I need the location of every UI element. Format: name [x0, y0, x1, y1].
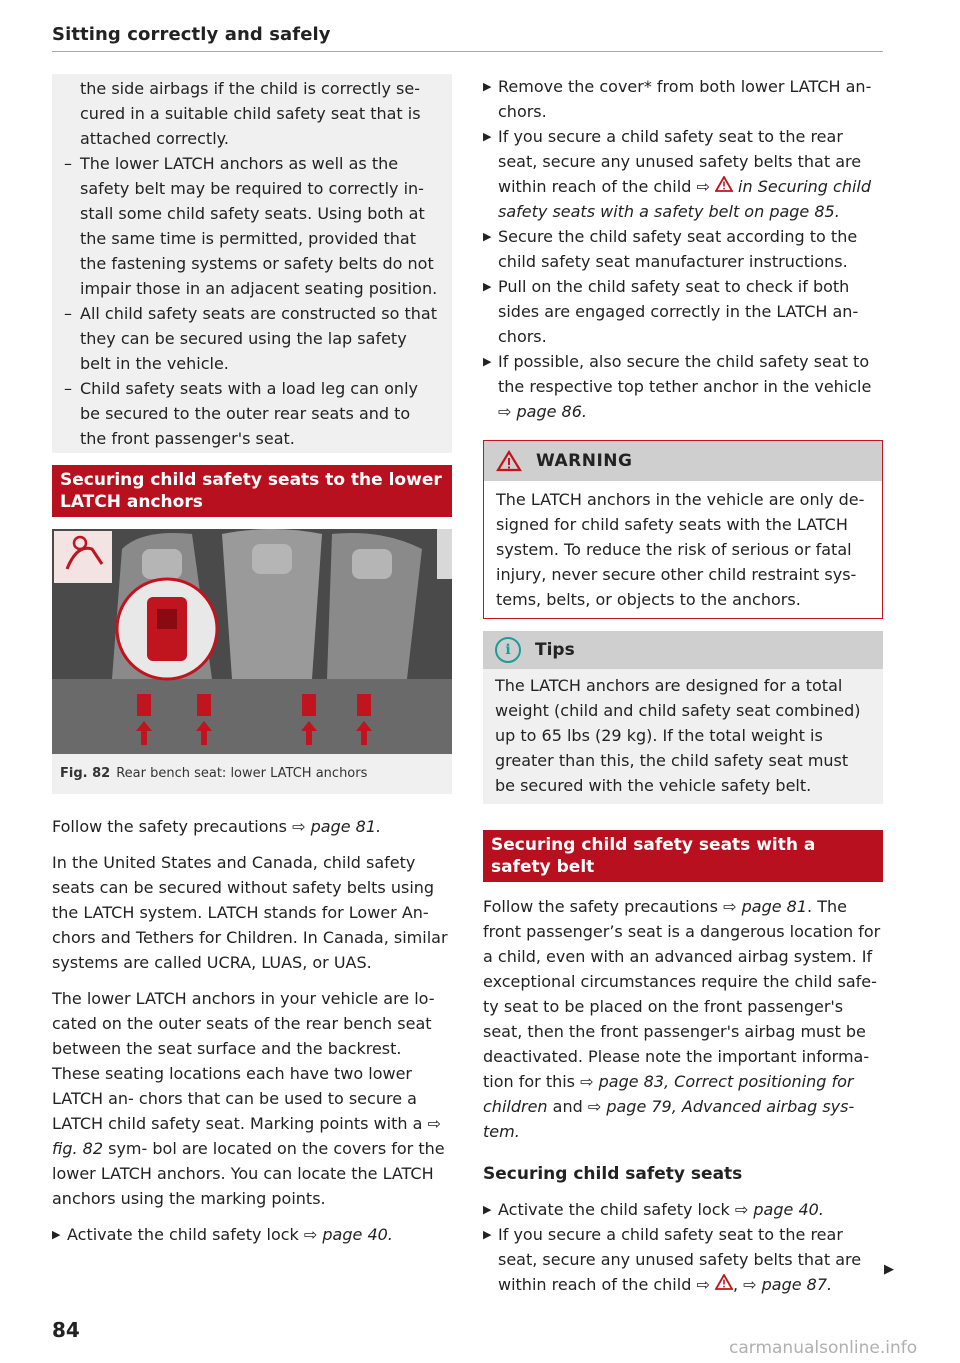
- left-column: [52, 74, 452, 1247]
- bullet-triangle-icon: ▶: [483, 80, 492, 93]
- figure-82: [52, 529, 452, 794]
- step-item: ▶ Remove the cover* from both lower LATCH an- chors.: [483, 74, 883, 124]
- paragraph: The lower LATCH anchors in your vehicle are lo- cated on the outer seats of the rear bench seat between the seat surface and the backrest. These seating locations each have two lower LATCH an- chors that can be used to secure a LATCH child safety seat. Marking points with a ⇨ fig. 82 sym- bol are located on the covers for the lower LATCH anchors. You can locate the LATCH anchors using the marking points.: [52, 989, 445, 1208]
- tips-text: The LATCH anchors are designed for a total weight (child and child safety seat combined) up to 65 lbs (29 kg). If the total weight is greater than this, the child safety seat must be secured with the vehicle safety belt.: [495, 676, 861, 795]
- page-link[interactable]: ⇨ page 40.: [734, 1200, 824, 1219]
- step-item: ▶ Activate the child safety lock ⇨ page 40.: [483, 1197, 883, 1222]
- page-link[interactable]: in Securing child safety seats with a safety belt on page 85.: [498, 177, 872, 221]
- bullet-triangle-icon: ▶: [483, 1228, 492, 1241]
- tips-box: [483, 631, 883, 804]
- step-item: ▶ If possible, also secure the child safety seat to the respective top tether anchor in the vehicle ⇨ page 86.: [483, 349, 883, 424]
- step-item: ▶ Activate the child safety lock ⇨ page 40.: [52, 1222, 452, 1247]
- warning-text: The LATCH anchors in the vehicle are only de- signed for child safety seats with the LATCH system. To reduce the risk of serious or fatal injury, never secure other child restraint sys- tems, belts, or objects to the anchors.: [496, 490, 865, 609]
- warning-box: [483, 440, 883, 619]
- paragraph: Follow the safety precautions ⇨ page 81.: [52, 817, 382, 836]
- rear-seat-illustration: [52, 529, 452, 754]
- page-link[interactable]: ⇨ page 81: [723, 897, 808, 916]
- bullet-triangle-icon: ▶: [52, 1228, 61, 1241]
- dash-item: – All child safety seats are constructed so that they can be secured using the lap safety belt in the vehicle.: [64, 304, 437, 373]
- continue-arrow-icon: ▶: [884, 1262, 894, 1277]
- figure-caption: Fig. 82 Rear bench seat: lower LATCH anchors: [60, 766, 368, 781]
- warning-triangle-icon[interactable]: [715, 1274, 733, 1290]
- intro-continuation: the side airbags if the child is correctly se- cured in a suitable child safety seat that is attached correctly.: [80, 79, 421, 148]
- bullet-triangle-icon: ▶: [483, 355, 492, 368]
- rear-seat-drawing: [52, 529, 452, 754]
- watermark: carmanualsonline.info: [729, 1338, 918, 1358]
- dash-item: – The lower LATCH anchors as well as the safety belt may be required to correctly in- stall some child safety seats. Using both at the same time is permitted, provided that the fastening systems or safety belts do not impair those in an adjacent seating position.: [64, 154, 438, 298]
- section-heading-safety-belt: Securing child safety seats with a safety belt: [483, 830, 883, 882]
- warning-header: WARNING: [484, 441, 882, 481]
- step-item: ▶ If you secure a child safety seat to the rear seat, secure any unused safety belts that are within reach of the child ⇨ , ⇨ page 87.: [483, 1222, 883, 1297]
- page-link[interactable]: ⇨ page 40.: [303, 1225, 393, 1244]
- warning-triangle-icon: [496, 450, 522, 472]
- tips-header: i Tips: [483, 631, 883, 669]
- page-number: 84: [52, 1318, 80, 1342]
- page-link[interactable]: ⇨ page 86.: [498, 402, 587, 421]
- bullet-triangle-icon: ▶: [483, 280, 492, 293]
- warning-triangle-icon[interactable]: [715, 176, 733, 192]
- paragraph: Follow the safety precautions ⇨ page 81. The front passenger’s seat is a dangerous location for a child, even with an advanced airbag system. If exceptional circumstances require the child safe- ty seat to be placed on the front passenger's seat, then the front passenger's airbag must be deactivated. Please note the important informa- tion for this ⇨ page 83, Correct positioning for children and ⇨ page 79, Advanced airbag sys- tem.: [483, 897, 881, 1141]
- step-item: ▶ Pull on the child safety seat to check if both sides are engaged correctly in the LATCH an- chors.: [483, 274, 883, 349]
- step-item: ▶ If you secure a child safety seat to the rear seat, secure any unused safety belts that are within reach of the child ⇨ in Securing child safety seats with a safety belt on page 85.: [483, 124, 883, 224]
- page-link[interactable]: ⇨ page 83, Correct positioning for children: [483, 1072, 854, 1116]
- page-header-title: Sitting correctly and safely: [52, 24, 331, 45]
- right-column: [483, 74, 883, 1297]
- info-icon: i: [495, 637, 521, 663]
- page-link[interactable]: ⇨ page 87.: [743, 1275, 833, 1294]
- bullet-triangle-icon: ▶: [483, 130, 492, 143]
- header-divider: [52, 51, 883, 52]
- section-heading-latch: Securing child safety seats to the lower LATCH anchors: [52, 465, 452, 517]
- page-link[interactable]: ⇨ page 81.: [292, 817, 382, 836]
- bullet-triangle-icon: ▶: [483, 230, 492, 243]
- paragraph: In the United States and Canada, child safety seats can be secured without safety belts using the LATCH system. LATCH stands for Lower An- chors and Tethers for Children. In Canada, similar systems are called UCRA, LUAS, or UAS.: [52, 853, 448, 972]
- page-link[interactable]: ⇨ page 79, Advanced airbag sys- tem.: [483, 1097, 855, 1141]
- step-item: ▶ Secure the child safety seat according to the child safety seat manufacturer instructions.: [483, 224, 883, 274]
- notes-box: [52, 74, 452, 453]
- bullet-triangle-icon: ▶: [483, 1203, 492, 1216]
- figure-link[interactable]: ⇨ fig. 82: [52, 1114, 441, 1158]
- dash-item: – Child safety seats with a load leg can only be secured to the outer rear seats and to the front passenger's seat.: [64, 379, 418, 448]
- sub-heading: Securing child safety seats: [483, 1164, 743, 1184]
